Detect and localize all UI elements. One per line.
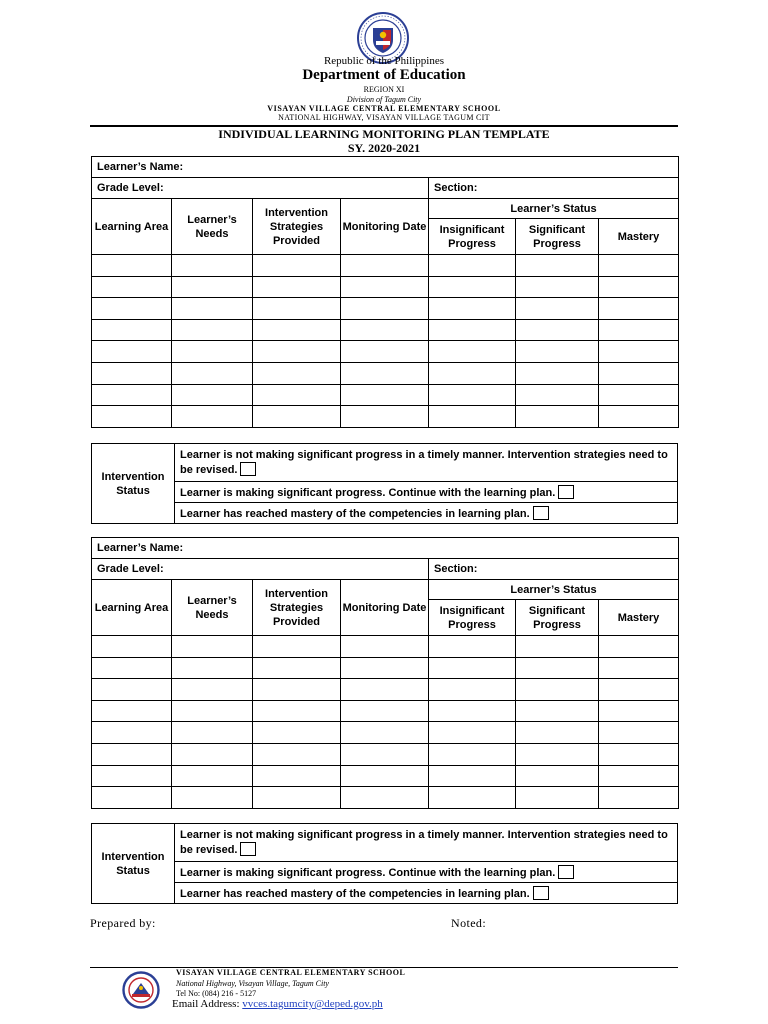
table-row <box>92 341 679 363</box>
monitoring-table <box>91 156 679 428</box>
table-cell[interactable] <box>253 722 341 744</box>
table-cell[interactable] <box>599 298 679 320</box>
table-cell[interactable] <box>253 362 341 384</box>
table-cell[interactable] <box>172 679 253 701</box>
table-cell[interactable] <box>172 743 253 765</box>
status-option-revise <box>175 444 678 482</box>
table-cell[interactable] <box>429 406 516 428</box>
table-row <box>92 319 679 341</box>
table-cell[interactable] <box>92 679 172 701</box>
table-cell[interactable] <box>599 341 679 363</box>
table-cell[interactable] <box>516 341 599 363</box>
table-cell[interactable] <box>172 319 253 341</box>
table-cell[interactable] <box>341 255 429 277</box>
table-cell[interactable] <box>516 743 599 765</box>
table-cell[interactable] <box>341 657 429 679</box>
table-cell[interactable] <box>92 765 172 787</box>
table-cell[interactable] <box>516 636 599 658</box>
col-intervention-strategies: Intervention Strategies Provided <box>253 199 341 255</box>
col-learners-status: Learner’s Status <box>429 199 679 219</box>
col-intervention-strategies: Intervention Strategies Provided <box>253 580 341 636</box>
noted-label: Noted: <box>451 916 487 930</box>
table-cell[interactable] <box>253 255 341 277</box>
col-learning-area: Learning Area <box>92 199 172 255</box>
table-cell[interactable] <box>92 384 172 406</box>
prepared-by-label: Prepared by: <box>90 916 156 930</box>
mastery-checkbox[interactable] <box>533 506 549 520</box>
col-learners-status: Learner’s Status <box>429 580 679 600</box>
table-cell[interactable] <box>92 787 172 809</box>
table-row <box>92 406 679 428</box>
table-cell[interactable] <box>253 657 341 679</box>
table-cell[interactable] <box>92 406 172 428</box>
table-cell[interactable] <box>341 406 429 428</box>
revise-checkbox[interactable] <box>240 462 256 476</box>
table-cell[interactable] <box>599 255 679 277</box>
table-cell[interactable] <box>429 298 516 320</box>
status-option-mastery <box>175 503 678 524</box>
footer-address: National Highway, Visayan Village, Tagum City <box>176 979 329 988</box>
footer-email-label: Email Address: <box>172 998 240 1010</box>
col-mastery: Mastery <box>599 600 679 636</box>
table-cell[interactable] <box>429 384 516 406</box>
school-logo <box>121 971 161 1009</box>
division-line: Division of Tagum City <box>346 95 422 104</box>
region-line: REGION XI <box>363 85 405 94</box>
school-year: SY. 2020-2021 <box>347 141 421 155</box>
table-cell[interactable] <box>172 700 253 722</box>
table-cell[interactable] <box>429 787 516 809</box>
col-significant-progress: Significant Progress <box>516 600 599 636</box>
table-cell[interactable] <box>429 319 516 341</box>
table-cell[interactable] <box>516 362 599 384</box>
table-cell[interactable] <box>253 679 341 701</box>
table-cell[interactable] <box>429 679 516 701</box>
table-cell[interactable] <box>92 657 172 679</box>
table-cell[interactable] <box>92 743 172 765</box>
mastery-checkbox[interactable] <box>533 886 549 900</box>
col-mastery: Mastery <box>599 219 679 255</box>
table-cell[interactable] <box>341 384 429 406</box>
table-cell[interactable] <box>599 787 679 809</box>
school-address: NATIONAL HIGHWAY, VISAYAN VILLAGE TAGUM CIT <box>278 113 490 122</box>
table-cell[interactable] <box>429 255 516 277</box>
monitoring-table <box>91 537 679 809</box>
intervention-status-table <box>91 443 678 524</box>
learner-name-field[interactable] <box>92 157 679 178</box>
table-cell[interactable] <box>172 255 253 277</box>
table-cell[interactable] <box>516 319 599 341</box>
table-cell[interactable] <box>516 679 599 701</box>
department-title: Department of Education <box>302 67 466 83</box>
table-cell[interactable] <box>429 341 516 363</box>
section-label: Section: <box>434 182 478 194</box>
col-monitoring-date: Monitoring Date <box>341 199 429 255</box>
col-learning-area: Learning Area <box>92 580 172 636</box>
table-cell[interactable] <box>253 319 341 341</box>
table-cell[interactable] <box>253 298 341 320</box>
table-cell[interactable] <box>429 743 516 765</box>
status-option-mastery-text: Learner has reached mastery of the competencies in learning plan. <box>180 887 530 900</box>
status-option-continue <box>175 862 678 883</box>
table-cell[interactable] <box>172 657 253 679</box>
col-insignificant-progress: Insignificant Progress <box>429 219 516 255</box>
table-cell[interactable] <box>253 700 341 722</box>
table-cell[interactable] <box>516 255 599 277</box>
intervention-status-label: Intervention Status <box>92 824 175 904</box>
table-cell[interactable] <box>341 362 429 384</box>
form-title: INDIVIDUAL LEARNING MONITORING PLAN TEMPLATE <box>218 127 550 141</box>
table-cell[interactable] <box>253 406 341 428</box>
status-option-mastery <box>175 883 678 904</box>
footer-email-line <box>172 998 383 1010</box>
table-cell[interactable] <box>516 384 599 406</box>
table-cell[interactable] <box>253 636 341 658</box>
table-cell[interactable] <box>92 298 172 320</box>
grade-level-field[interactable] <box>92 559 429 580</box>
table-cell[interactable] <box>92 636 172 658</box>
table-row <box>92 276 679 298</box>
table-cell[interactable] <box>253 384 341 406</box>
table-cell[interactable] <box>253 341 341 363</box>
table-cell[interactable] <box>599 362 679 384</box>
table-cell[interactable] <box>599 657 679 679</box>
footer-school-name: VISAYAN VILLAGE CENTRAL ELEMENTARY SCHOOL <box>176 968 406 977</box>
grade-level-field[interactable] <box>92 178 429 199</box>
status-option-revise <box>175 824 678 862</box>
table-cell[interactable] <box>172 276 253 298</box>
table-cell[interactable] <box>341 787 429 809</box>
table-row <box>92 362 679 384</box>
table-cell[interactable] <box>92 276 172 298</box>
table-cell[interactable] <box>599 636 679 658</box>
table-cell[interactable] <box>172 298 253 320</box>
table-cell[interactable] <box>341 298 429 320</box>
grade-level-label: Grade Level: <box>97 563 164 575</box>
table-cell[interactable] <box>429 722 516 744</box>
status-option-mastery-text: Learner has reached mastery of the competencies in learning plan. <box>180 507 530 520</box>
section-field[interactable] <box>429 559 679 580</box>
table-cell[interactable] <box>599 743 679 765</box>
footer-email-link[interactable]: vvces.tagumcity@deped.gov.ph <box>242 998 383 1010</box>
table-cell[interactable] <box>253 743 341 765</box>
table-cell[interactable] <box>341 276 429 298</box>
table-cell[interactable] <box>92 255 172 277</box>
table-cell[interactable] <box>341 341 429 363</box>
table-cell[interactable] <box>429 276 516 298</box>
table-cell[interactable] <box>341 700 429 722</box>
table-cell[interactable] <box>516 276 599 298</box>
section-label: Section: <box>434 563 478 575</box>
table-cell[interactable] <box>92 700 172 722</box>
table-cell[interactable] <box>516 787 599 809</box>
table-row <box>92 787 679 809</box>
footer-telephone: Tel No: (084) 216 - 5127 <box>176 989 257 998</box>
table-cell[interactable] <box>516 657 599 679</box>
table-row <box>92 700 679 722</box>
table-cell[interactable] <box>172 341 253 363</box>
table-row <box>92 765 679 787</box>
table-cell[interactable] <box>599 406 679 428</box>
table-cell[interactable] <box>599 276 679 298</box>
table-row <box>92 722 679 744</box>
table-cell[interactable] <box>92 722 172 744</box>
table-cell[interactable] <box>341 722 429 744</box>
revise-checkbox[interactable] <box>240 842 256 856</box>
school-name: VISAYAN VILLAGE CENTRAL ELEMENTARY SCHOOL <box>267 104 501 113</box>
grade-level-label: Grade Level: <box>97 182 164 194</box>
table-cell[interactable] <box>341 319 429 341</box>
table-row <box>92 384 679 406</box>
table-cell[interactable] <box>599 700 679 722</box>
table-cell[interactable] <box>429 362 516 384</box>
table-cell[interactable] <box>516 298 599 320</box>
table-row <box>92 636 679 658</box>
republic-line: Republic of the Philippines <box>323 55 445 67</box>
table-cell[interactable] <box>92 341 172 363</box>
table-row <box>92 679 679 701</box>
table-cell[interactable] <box>599 765 679 787</box>
status-option-revise-text: Learner is not making significant progress in a timely manner. Intervention strategies need to be revised. <box>180 829 668 856</box>
table-cell[interactable] <box>516 700 599 722</box>
table-cell[interactable] <box>341 636 429 658</box>
table-cell[interactable] <box>172 406 253 428</box>
table-cell[interactable] <box>599 679 679 701</box>
table-cell[interactable] <box>253 276 341 298</box>
col-significant-progress: Significant Progress <box>516 219 599 255</box>
table-cell[interactable] <box>429 657 516 679</box>
status-option-continue-text: Learner is making significant progress. Continue with the learning plan. <box>180 866 556 879</box>
table-cell[interactable] <box>599 722 679 744</box>
table-cell[interactable] <box>341 679 429 701</box>
table-row <box>92 657 679 679</box>
col-learners-needs: Learner’s Needs <box>172 199 253 255</box>
col-monitoring-date: Monitoring Date <box>341 580 429 636</box>
table-cell[interactable] <box>599 319 679 341</box>
table-cell[interactable] <box>341 765 429 787</box>
table-cell[interactable] <box>516 765 599 787</box>
status-option-continue-text: Learner is making significant progress. Continue with the learning plan. <box>180 486 556 499</box>
col-learners-needs: Learner’s Needs <box>172 580 253 636</box>
status-option-continue <box>175 482 678 503</box>
table-cell[interactable] <box>253 787 341 809</box>
learner-name-field[interactable] <box>92 538 679 559</box>
continue-checkbox[interactable] <box>558 485 574 499</box>
col-insignificant-progress: Insignificant Progress <box>429 600 516 636</box>
table-cell[interactable] <box>172 636 253 658</box>
table-cell[interactable] <box>516 722 599 744</box>
table-cell[interactable] <box>341 743 429 765</box>
status-option-revise-text: Learner is not making significant progress in a timely manner. Intervention strategies need to be revised. <box>180 449 668 476</box>
table-row <box>92 255 679 277</box>
table-cell[interactable] <box>92 319 172 341</box>
table-cell[interactable] <box>172 362 253 384</box>
table-cell[interactable] <box>92 362 172 384</box>
table-cell[interactable] <box>599 384 679 406</box>
table-cell[interactable] <box>172 384 253 406</box>
table-cell[interactable] <box>429 765 516 787</box>
learner-name-label: Learner’s Name: <box>97 542 184 554</box>
table-cell[interactable] <box>172 765 253 787</box>
learner-name-label: Learner’s Name: <box>97 161 184 173</box>
continue-checkbox[interactable] <box>558 865 574 879</box>
table-row <box>92 298 679 320</box>
intervention-status-label: Intervention Status <box>92 444 175 524</box>
table-row <box>92 743 679 765</box>
table-cell[interactable] <box>429 700 516 722</box>
table-cell[interactable] <box>253 765 341 787</box>
table-cell[interactable] <box>172 787 253 809</box>
table-cell[interactable] <box>516 406 599 428</box>
intervention-status-table <box>91 823 678 904</box>
table-cell[interactable] <box>429 636 516 658</box>
section-field[interactable] <box>429 178 679 199</box>
table-cell[interactable] <box>172 722 253 744</box>
